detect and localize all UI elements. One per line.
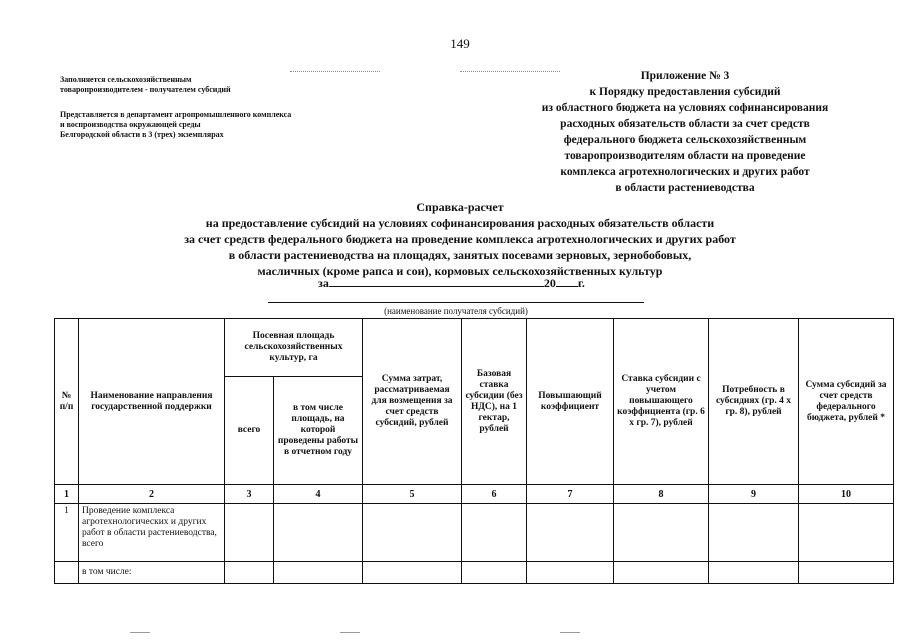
filler-note-line: Заполняется сельскохозяйственным [60,75,192,84]
cell-empty [709,504,799,562]
recipient-caption: (наименование получателя субсидий) [384,306,528,316]
cell-empty [274,504,363,562]
header-direction: Наименование направления государственной поддержки [79,319,225,485]
submission-note-line: Представляется в департамент агропромышленного комплекса [60,110,292,119]
appendix-line: расходных обязательств области за счет средств [560,118,810,130]
document-title [100,199,820,279]
appendix-line: федерального бюджета сельскохозяйственным [563,134,807,146]
column-number: 2 [79,485,225,504]
cell-empty [274,562,363,584]
header-num: № п/п [55,319,79,485]
column-number: 8 [614,485,709,504]
scan-mark [560,632,580,633]
cell-empty [462,504,527,562]
cell-empty [709,562,799,584]
page-number: 149 [450,36,470,51]
header-area-total: всего [225,377,274,485]
column-number: 7 [527,485,614,504]
cell-empty [462,562,527,584]
period-blank [329,275,544,287]
header-adjusted-rate: Ставка субсидии с учетом повышающего коэффициента (гр. 6 х гр. 7), рублей [614,319,709,485]
filler-note [60,75,231,95]
subsidy-table [54,318,894,584]
column-number: 6 [462,485,527,504]
recipient-line [268,302,644,303]
appendix-title: Приложение № 3 [640,70,730,82]
row-name: Проведение комплекса агротехнологических и других работ в области растениеводства, всего [79,504,225,562]
header-federal-sum: Сумма субсидий за счет средств федерального бюджета, рублей * [799,319,894,485]
row-num: 1 [55,504,79,562]
appendix-line: из областного бюджета на условиях софинансирования [541,102,829,114]
column-number: 3 [225,485,274,504]
column-number: 10 [799,485,894,504]
column-number: 4 [274,485,363,504]
column-number: 1 [55,485,79,504]
header-need: Потребность в субсидиях (гр. 4 х гр. 8), рублей [709,319,799,485]
period-year-blank [556,275,578,287]
document-title-line: на предоставление субсидий на условиях софинансирования расходных обязательств области [205,216,715,230]
document-title-line: масличных (кроме рапса и сои), кормовых сельскохозяйственных культур [257,264,663,278]
header-base-rate: Базовая ставка субсидии (без НДС), на 1 гектар, рублей [462,319,527,485]
appendix-line: к Порядку предоставления субсидий [589,86,781,98]
scan-mark [340,632,360,633]
header-coefficient: Повышающий коэффициент [527,319,614,485]
appendix-line: в области растениеводства [615,182,755,194]
document-title-line: в области растениеводства на площадях, занятых посевами зерновых, зернобобовых, [228,248,692,262]
column-number: 5 [363,485,462,504]
appendix-header [500,68,870,196]
cell-empty [614,562,709,584]
cell-empty [799,504,894,562]
document-title-heading: Справка-расчет [416,200,504,214]
cell-empty [363,504,462,562]
table-row [55,504,894,562]
header-area-worked: в том числе площадь, на которой проведены работы в отчетном году [274,377,363,485]
period-year-prefix: 20 [543,276,556,290]
period-prefix: за [318,276,329,290]
appendix-line: товаропроизводителям области на проведение [564,150,806,162]
appendix-line: комплекса агротехнологических и других работ [560,166,810,178]
cell-empty [225,504,274,562]
cell-empty [614,504,709,562]
column-number: 9 [709,485,799,504]
scan-mark [290,71,380,72]
header-costs: Сумма затрат, рассматриваемая для возмещения за счет средств субсидий, рублей [363,319,462,485]
submission-note [60,110,291,140]
submission-note-line: и воспроизводства окружающей среды [60,120,201,129]
scan-mark [130,632,150,633]
row-num [55,562,79,584]
header-sown-area: Посевная площадь сельскохозяйственных культур, га [225,319,363,377]
document-title-line: за счет средств федерального бюджета на проведение комплекса агротехнологических и других работ [184,232,736,246]
cell-empty [225,562,274,584]
cell-empty [527,504,614,562]
cell-empty [363,562,462,584]
period-year-suffix: г. [577,276,585,290]
submission-note-line: Белгородской области в 3 (трех) экземплярах [60,130,224,139]
row-name: в том числе: [79,562,225,584]
cell-empty [527,562,614,584]
cell-empty [799,562,894,584]
filler-note-line: товаропроизводителем - получателем субсидий [60,85,231,94]
reporting-period [318,275,585,291]
table-row [55,562,894,584]
